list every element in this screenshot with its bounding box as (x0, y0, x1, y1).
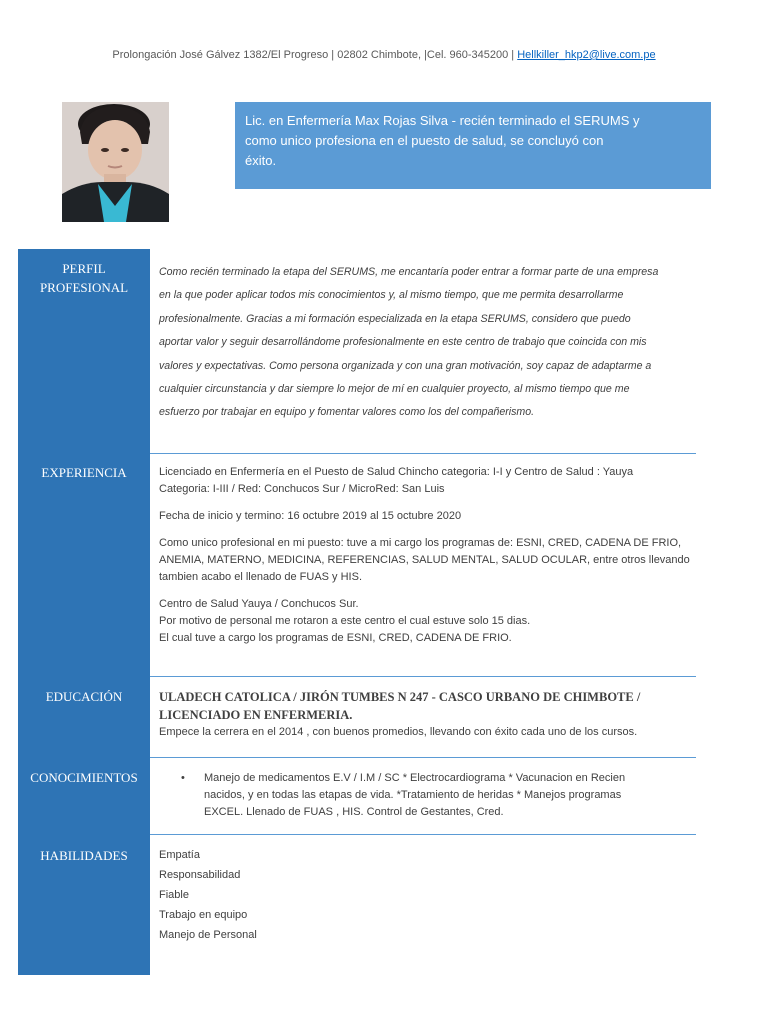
summary-line-2: como unico profesiona en el puesto de salud, se concluyó con (245, 133, 604, 148)
perfil-label-line-1: PERFIL (62, 261, 106, 276)
perfil-line: valores y expectativas. Como persona organizada y con una gran motivación, soy capaz de adaptarme a (159, 359, 652, 372)
list-item: Manejo de Personal (159, 929, 257, 941)
experiencia-position (159, 464, 694, 498)
education-description: Empece la cerrera en el 2014 , con buenos promedios, llevando con éxito cada uno de los cursos. (159, 726, 638, 738)
education-title-line: LICENCIADO EN ENFERMERIA. (159, 708, 353, 722)
experiencia-line: Centro de Salud Yauya / Conchucos Sur. (159, 598, 359, 610)
knowledge-line: Manejo de medicamentos E.V / I.M / SC * Electrocardiograma * Vacunacion en Recien (204, 772, 626, 784)
divider (150, 453, 696, 454)
experiencia-line: El cual tuve a cargo los programas de ESNI, CRED, CADENA DE FRIO. (159, 632, 512, 644)
perfil-line: aportar valor y seguir desarrollándome profesionalmente en este centro de trabajo que coincida con mis (159, 336, 647, 349)
section-sidebar (18, 249, 150, 975)
perfil-line: profesionalmente. Gracias a mi formación especializada en la etapa SERUMS, considero que puedo (159, 312, 631, 325)
experiencia-line: Por motivo de personal me rotaron a este centro el cual estuve solo 15 dias. (159, 615, 531, 627)
perfil-line: en la que poder aplicar todos mis conocimientos y, al mismo tiempo, que me permita desarrollarme (159, 289, 624, 302)
experiencia-line: Como unico profesional en mi puesto: tuve a mi cargo los programas de: ESNI, CRED, CADENA DE FRIO, (159, 537, 682, 549)
portrait-image (62, 102, 169, 222)
summary-box (235, 102, 711, 189)
summary-line-1: Lic. en Enfermería Max Rojas Silva - recién terminado el SERUMS y (245, 113, 640, 128)
bullet-icon: • (181, 772, 185, 784)
perfil-line: Como recién terminado la etapa del SERUMS, me encantaría poder entrar a formar parte de una empresa (159, 266, 659, 278)
habilidades-list (159, 845, 694, 945)
list-item: Responsabilidad (159, 869, 241, 881)
conocimientos-text (159, 770, 694, 821)
contact-text: Prolongación José Gálvez 1382/El Progreso | 02802 Chimbote, |Cel. 960-345200 | (112, 49, 518, 61)
section-label-habilidades: HABILIDADES (40, 848, 128, 863)
divider (150, 757, 696, 758)
list-item: Empatía (159, 849, 200, 861)
knowledge-line: EXCEL. Llenado de FUAS , HIS. Control de Gestantes, Cred. (204, 806, 504, 818)
section-label-experiencia: EXPERIENCIA (41, 465, 127, 480)
experiencia-line: tambien acabo el llenado de FUAS y HIS. (159, 571, 363, 583)
list-item: Trabajo en equipo (159, 909, 248, 921)
section-label-conocimientos: CONOCIMIENTOS (30, 770, 138, 785)
experiencia-text (159, 464, 694, 657)
perfil-line: cualquier circunstancia y dar siempre lo mejor de mí en cualquier proyecto, al mismo tiempo que me (159, 383, 630, 396)
knowledge-line: nacidos, y en todas las etapas de vida. *Tratamiento de heridas * Manejos programas (204, 789, 622, 801)
education-institution (159, 688, 694, 724)
educacion-text (159, 688, 694, 741)
section-label-perfil (18, 259, 150, 297)
education-title-line: ULADECH CATOLICA / JIRÓN TUMBES N 247 - CASCO URBANO DE CHIMBOTE / (159, 690, 641, 704)
experiencia-rotation (159, 596, 694, 647)
summary-line-3: éxito. (245, 153, 277, 168)
divider (150, 834, 696, 835)
perfil-label-line-2: PROFESIONAL (39, 280, 129, 295)
experiencia-duties (159, 535, 694, 586)
divider (150, 676, 696, 677)
perfil-text (159, 261, 694, 425)
profile-photo (62, 102, 169, 222)
section-label-educacion: EDUCACIÓN (45, 689, 123, 704)
perfil-line: esfuerzo por trabajar en equipo y fomentar valores como los del compañerismo. (159, 406, 535, 419)
experiencia-dates: Fecha de inicio y termino: 16 octubre 2019 al 15 octubre 2020 (159, 510, 462, 522)
knowledge-list (159, 770, 694, 821)
experiencia-line: Categoria: I-III / Red: Conchucos Sur / MicroRed: San Luis (159, 483, 445, 495)
list-item: Fiable (159, 889, 189, 901)
list-item (159, 770, 694, 821)
contact-line (0, 49, 768, 61)
email-link[interactable]: Hellkiller_hkp2@live.com.pe (517, 49, 656, 61)
experiencia-line: Licenciado en Enfermería en el Puesto de Salud Chincho categoria: I-I y Centro de Salud : Yauya (159, 466, 634, 478)
experiencia-line: ANEMIA, MATERNO, MEDICINA, REFERENCIAS, SALUD MENTAL, SALUD OCULAR, entre otros llevando (159, 554, 690, 566)
